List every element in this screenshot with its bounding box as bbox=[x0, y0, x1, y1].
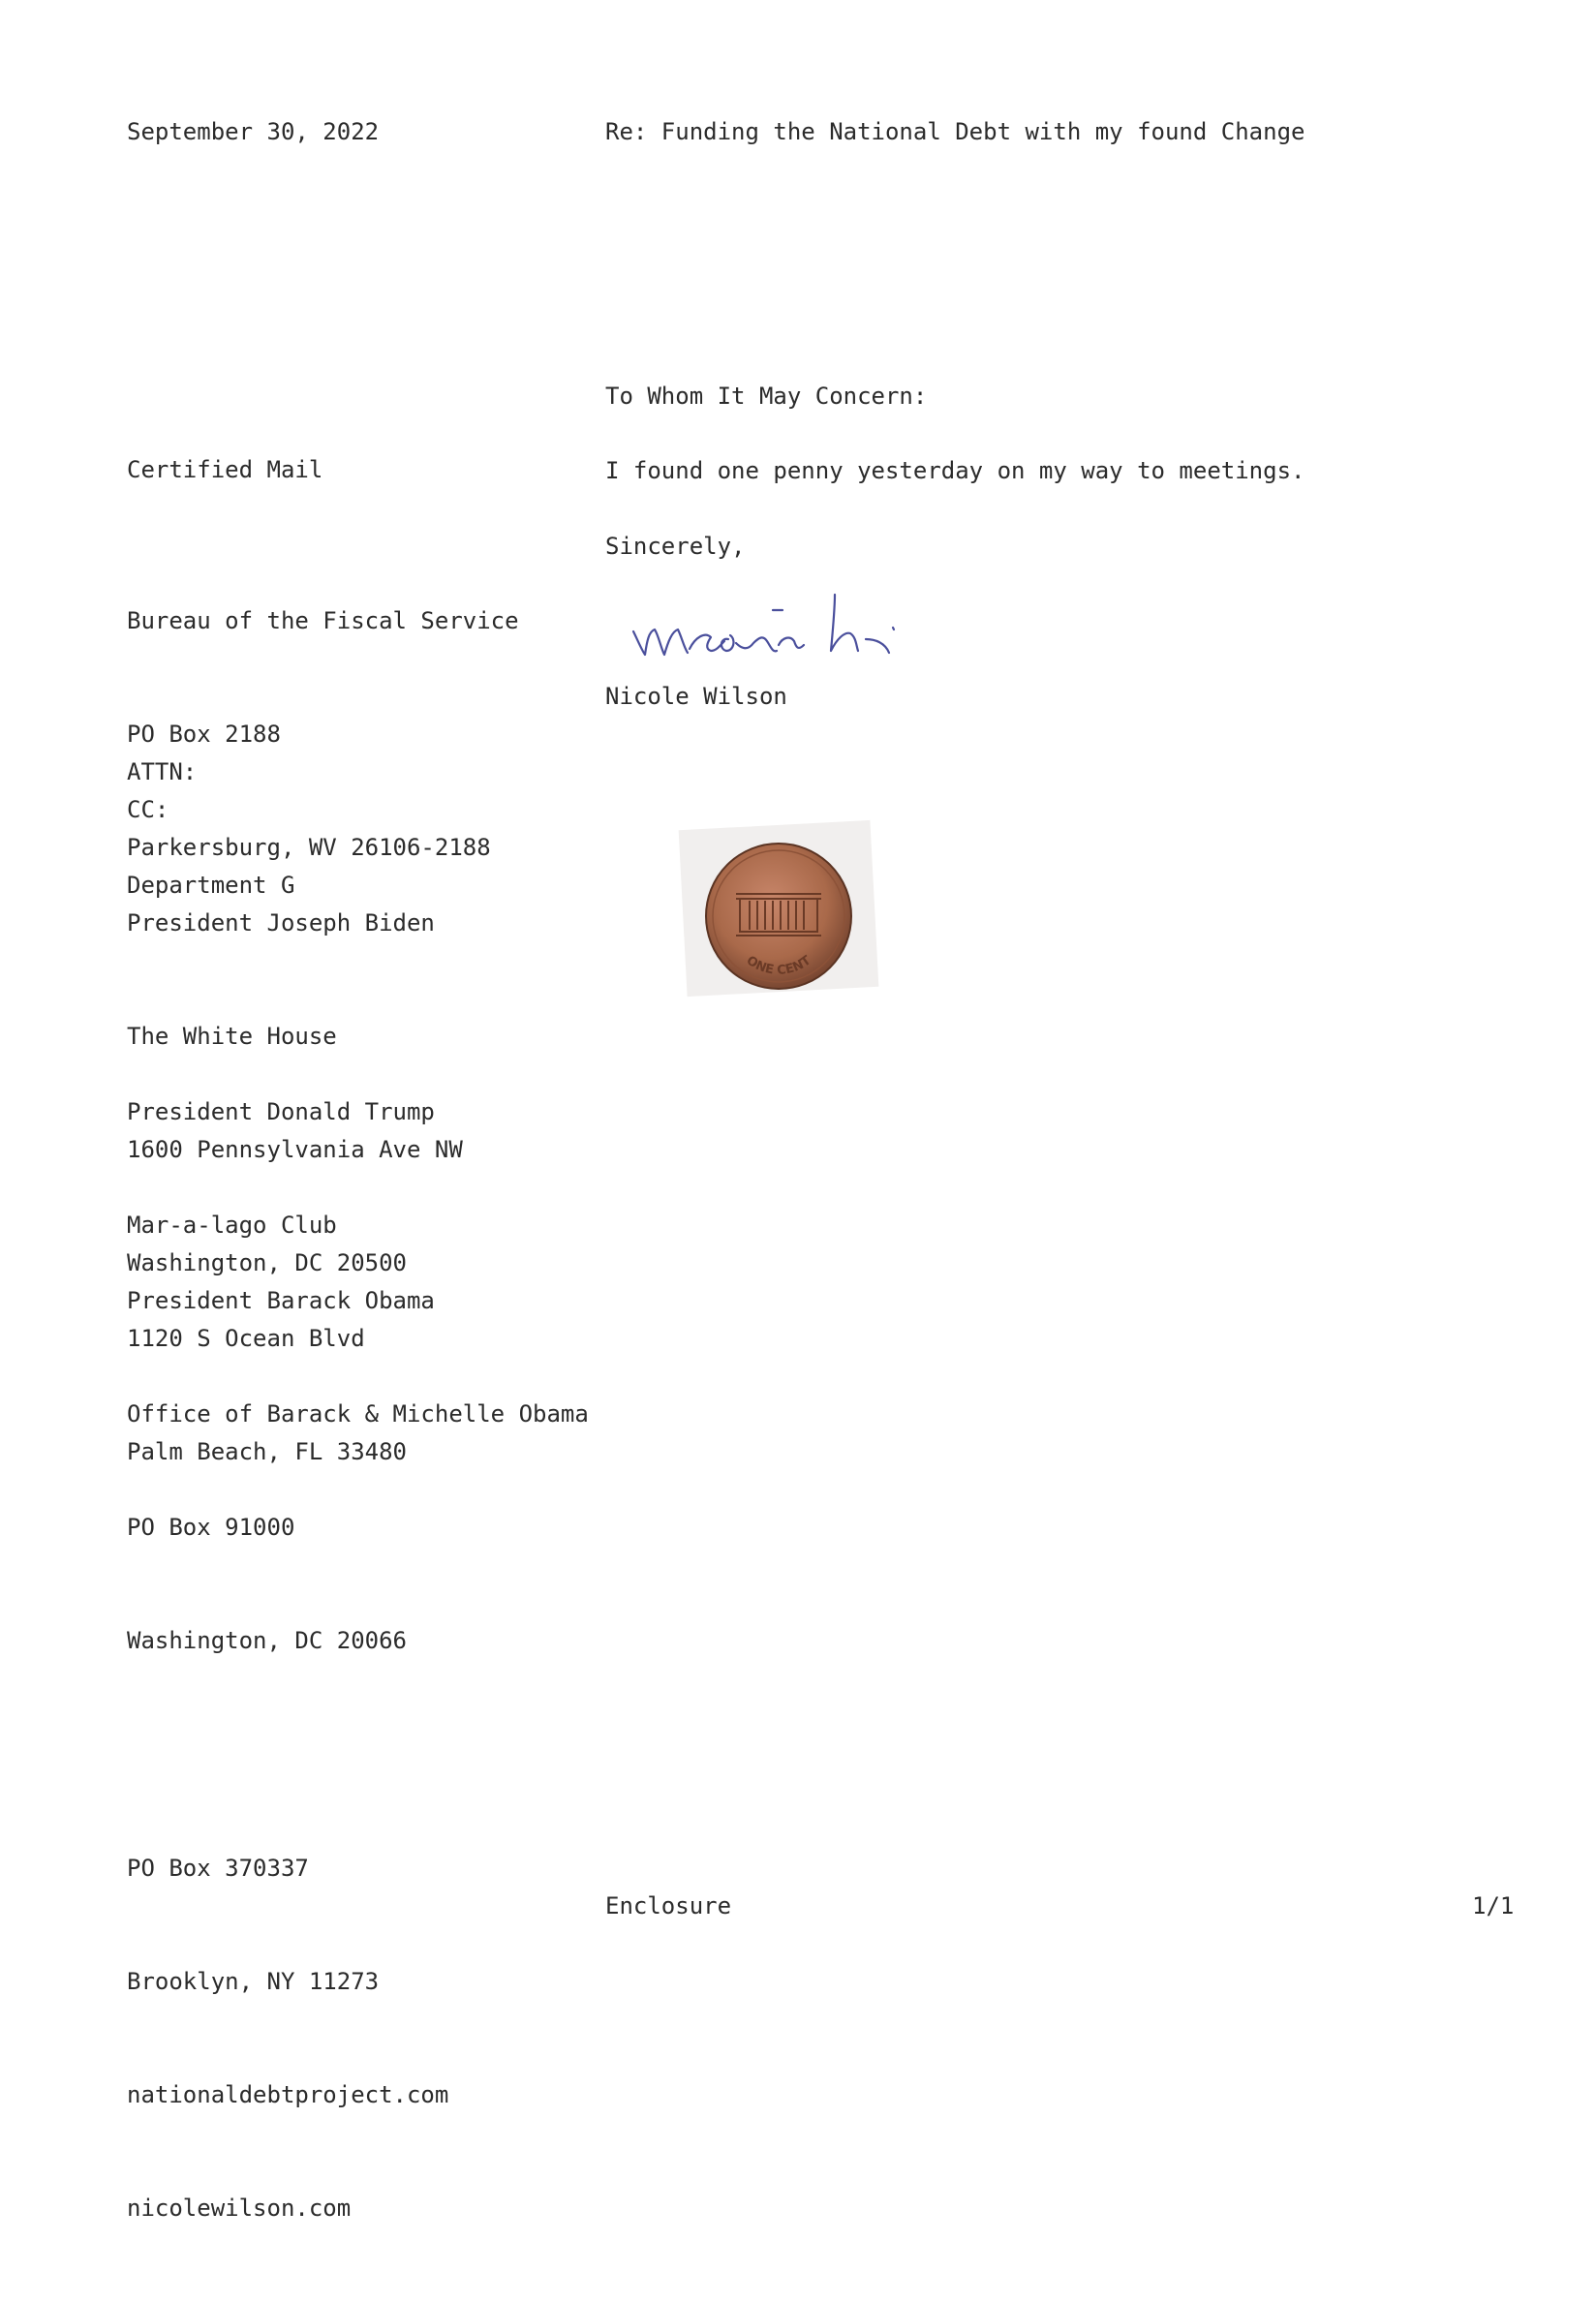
penny-inscription: ONE CENT bbox=[743, 953, 814, 978]
sender-address bbox=[127, 1774, 448, 2303]
address-line: 1120 S Ocean Blvd bbox=[127, 1325, 365, 1352]
address-line: PO Box 91000 bbox=[127, 1514, 295, 1541]
address-line: Bureau of the Fiscal Service bbox=[127, 607, 519, 634]
address-line: The White House bbox=[127, 1023, 337, 1050]
handwritten-signature bbox=[628, 581, 957, 668]
address-line: President Joseph Biden bbox=[127, 909, 435, 937]
address-line: President Barack Obama bbox=[127, 1287, 435, 1314]
mail-type: Certified Mail bbox=[127, 456, 323, 483]
address-line: PO Box 2188 bbox=[127, 721, 281, 748]
address-line: President Donald Trump bbox=[127, 1098, 435, 1125]
page-number: 1/1 bbox=[1472, 1892, 1515, 1919]
address-line: PO Box 370337 bbox=[127, 1855, 309, 1882]
cc-entry bbox=[127, 1207, 589, 1735]
attn-label: ATTN: bbox=[127, 758, 198, 785]
website-link: nationaldebtproject.com bbox=[127, 2081, 449, 2108]
letter-subject: Re: Funding the National Debt with my found Change bbox=[605, 118, 1305, 145]
address-line: Office of Barack & Michelle Obama bbox=[127, 1400, 589, 1428]
letter-body: I found one penny yesterday on my way to meetings. bbox=[605, 457, 1305, 484]
closing: Sincerely, bbox=[605, 533, 746, 560]
penny-coin-image bbox=[703, 841, 854, 992]
address-line: Brooklyn, NY 11273 bbox=[127, 1968, 380, 1995]
address-line: Washington, DC 20066 bbox=[127, 1627, 407, 1654]
address-line: 1600 Pennsylvania Ave NW bbox=[127, 1136, 463, 1163]
attn-department: Department G bbox=[127, 872, 295, 899]
address-line: Parkersburg, WV 26106-2188 bbox=[127, 834, 491, 861]
cc-label: CC: bbox=[127, 796, 169, 823]
salutation: To Whom It May Concern: bbox=[605, 383, 928, 410]
address-line: Washington, DC 20500 bbox=[127, 1249, 407, 1276]
enclosure-note: Enclosure bbox=[605, 1892, 732, 1919]
address-line: Palm Beach, FL 33480 bbox=[127, 1438, 407, 1465]
website-link: nicolewilson.com bbox=[127, 2195, 352, 2222]
address-line: Mar-a-lago Club bbox=[127, 1212, 337, 1239]
letter-date: September 30, 2022 bbox=[127, 118, 380, 145]
signer-name: Nicole Wilson bbox=[605, 683, 787, 710]
